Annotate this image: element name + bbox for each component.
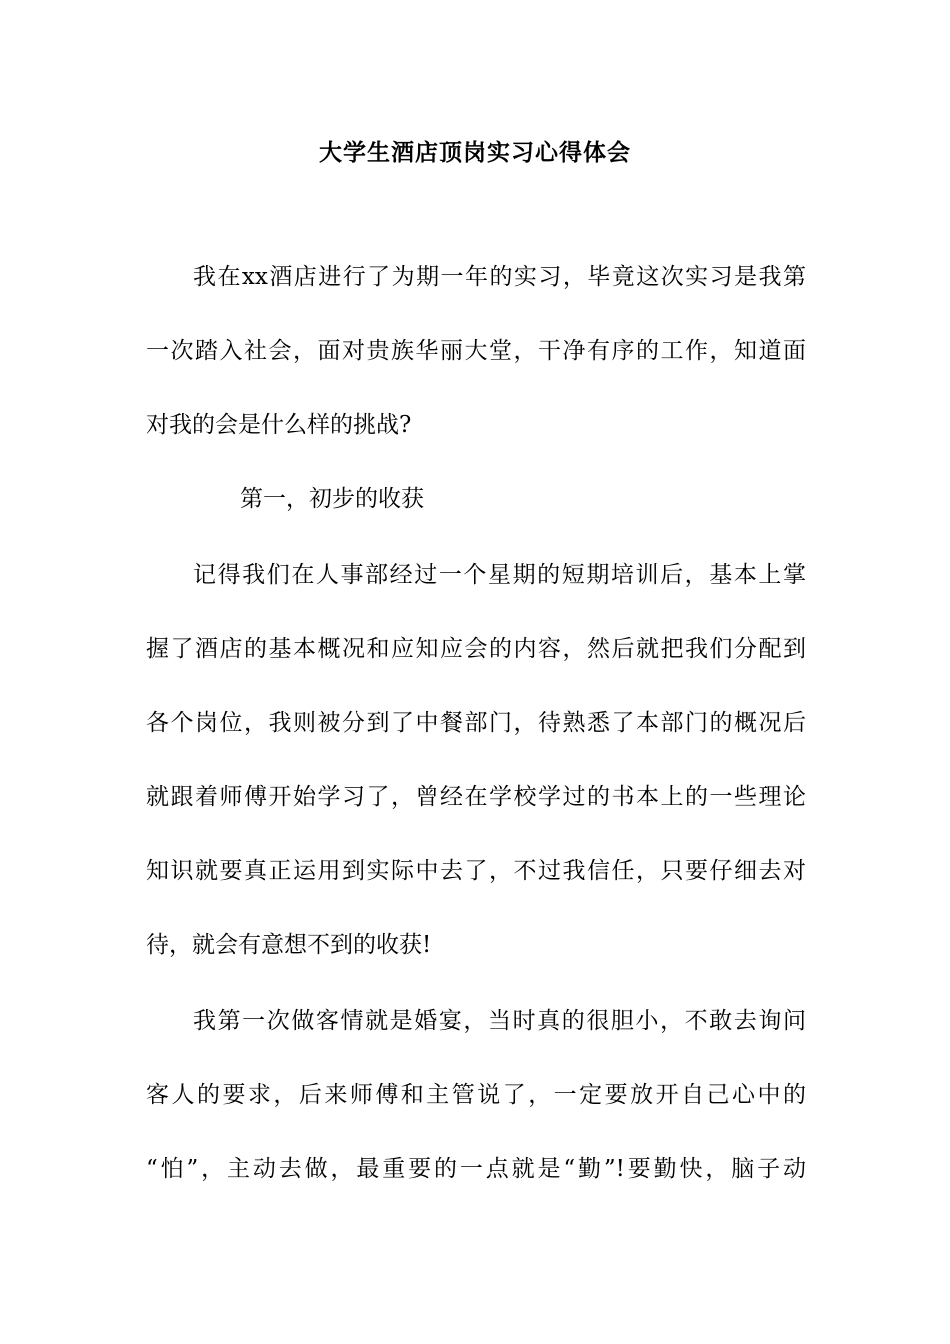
paragraph-line: 客人的要求，后来师傅和主管说了，一定要放开自己心中的 xyxy=(146,1082,806,1108)
paragraph-line: 握了酒店的基本概况和应知应会的内容，然后就把我们分配到 xyxy=(146,636,806,662)
paragraph-line: 对我的会是什么样的挑战? xyxy=(146,412,412,438)
paragraph-line: 我第一次做客情就是婚宴，当时真的很胆小，不敢去询问 xyxy=(193,1008,806,1034)
paragraph-line: 记得我们在人事部经过一个星期的短期培训后，基本上掌 xyxy=(193,562,806,588)
paragraph-line: 待，就会有意想不到的收获! xyxy=(146,932,432,958)
paragraph-line: “怕”，主动去做，最重要的一点就是“勤”!要勤快，脑子动 xyxy=(146,1156,806,1182)
section-heading: 第一，初步的收获 xyxy=(240,486,424,512)
paragraph-line: 知识就要真正运用到实际中去了，不过我信任，只要仔细去对 xyxy=(146,858,806,884)
paragraph-line: 各个岗位，我则被分到了中餐部门，待熟悉了本部门的概况后 xyxy=(146,710,806,736)
paragraph-line: 一次踏入社会，面对贵族华丽大堂，干净有序的工作，知道面 xyxy=(146,338,806,364)
paragraph-line: 我在xx酒店进行了为期一年的实习，毕竟这次实习是我第 xyxy=(193,264,806,290)
document-title: 大学生酒店顶岗实习心得体会 xyxy=(319,139,631,166)
paragraph-line: 就跟着师傅开始学习了，曾经在学校学过的书本上的一些理论 xyxy=(146,784,806,810)
